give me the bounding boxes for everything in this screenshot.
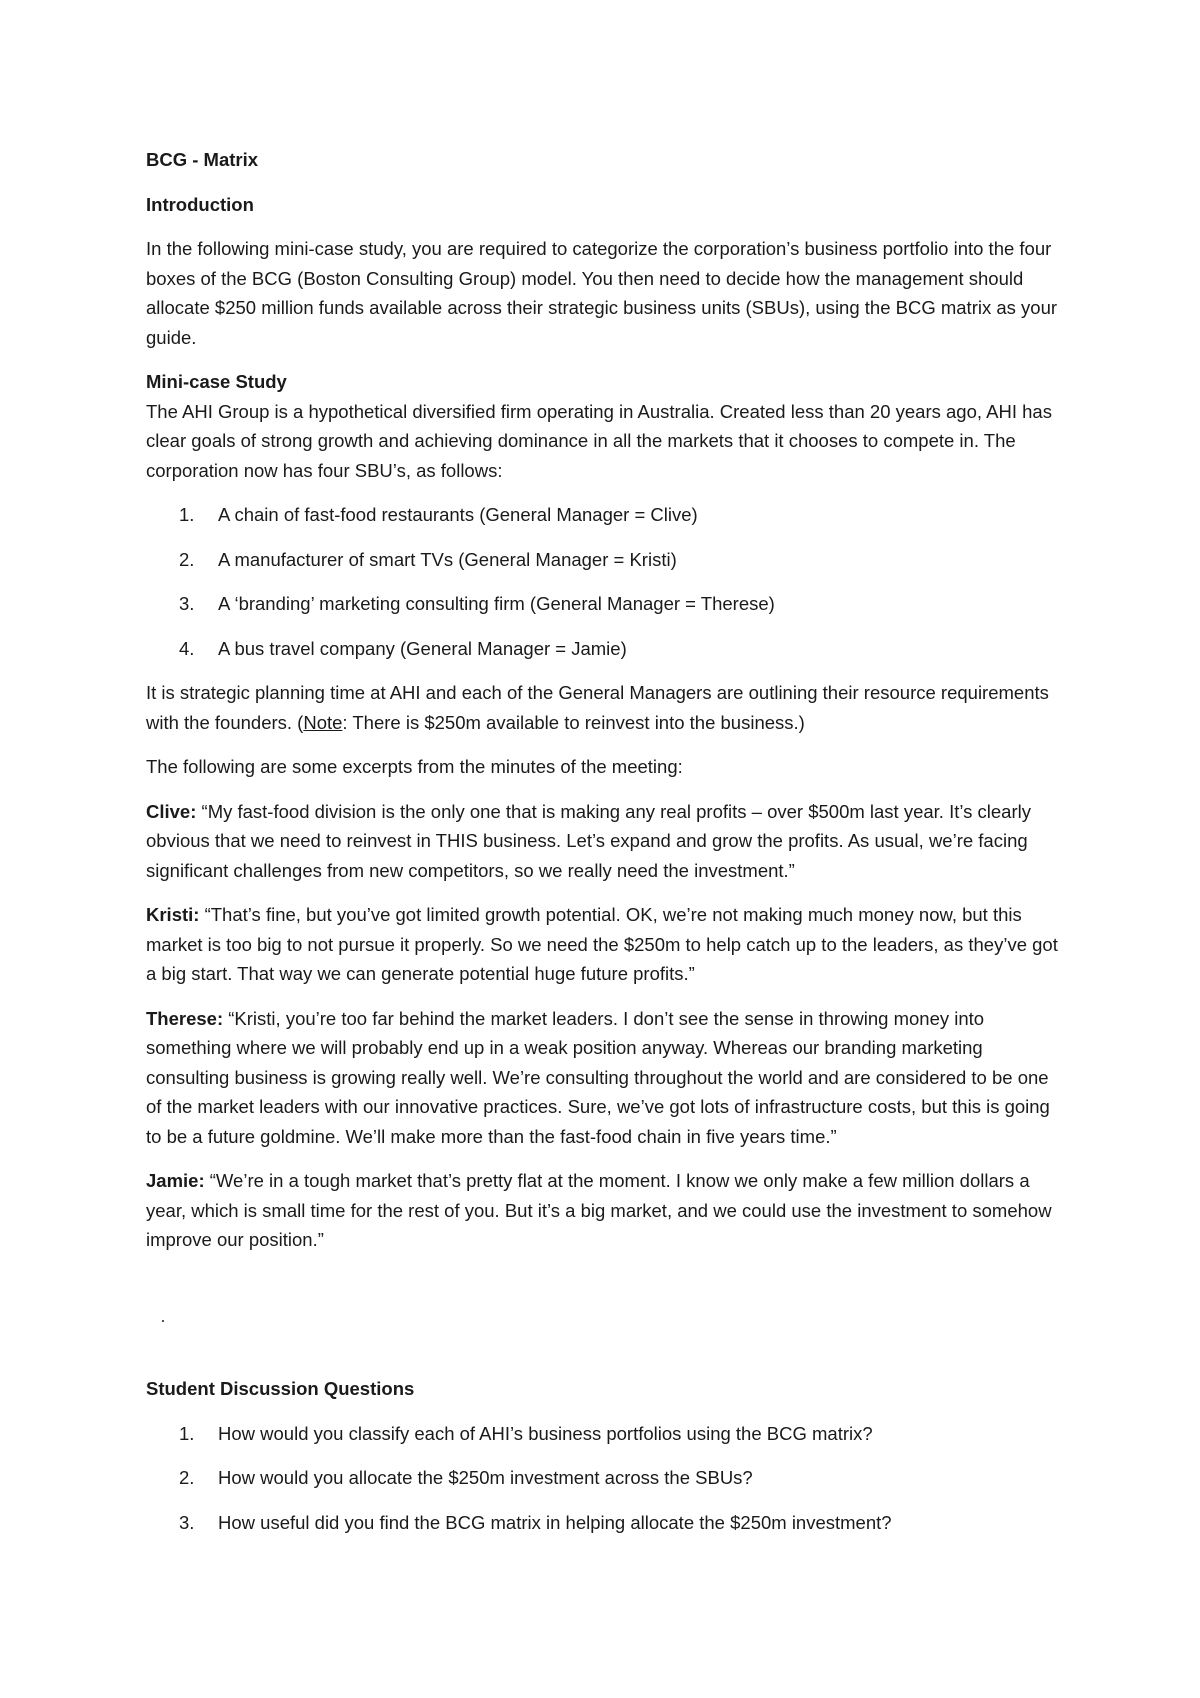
speaker-name: Jamie:	[146, 1170, 205, 1191]
document-title: BCG - Matrix	[146, 149, 259, 170]
case-study-paragraph: The AHI Group is a hypothetical diversified firm operating in Australia. Created less than 20 years ago, AHI has clear goals of strong growth and achieving dominance in all the markets that it chooses to compete in. The corporation now has four SBU’s, as follows:	[146, 400, 1052, 481]
list-item	[146, 1508, 1066, 1538]
list-item	[146, 634, 1066, 664]
sbu-list	[146, 500, 1066, 663]
introduction-paragraph: In the following mini-case study, you are required to categorize the corporation’s business portfolio into the four boxes of the BCG (Boston Consulting Group) model. You then need to decide how the management should allocate $250 million funds available across their strategic business units (SBUs), using the BCG matrix as your guide.	[146, 238, 1058, 348]
list-item	[146, 589, 1066, 619]
list-number: 1.	[179, 504, 195, 525]
list-item-text: A ‘branding’ marketing consulting firm (General Manager = Therese)	[218, 593, 775, 614]
question-text: How useful did you find the BCG matrix in helping allocate the $250m investment?	[218, 1511, 892, 1533]
list-number: 2.	[179, 1467, 195, 1488]
list-number: 3.	[179, 593, 195, 614]
case-study-heading: Mini-case Study	[146, 371, 287, 392]
quote-text: “That’s fine, but you’ve got limited growth potential. OK, we’re not making much money now, but this market is too big to not pursue it properly. So we need the $250m to help catch up to the leaders, as they’ve got a big start. That way we can generate potential huge future profits.”	[146, 904, 1058, 984]
document-page	[146, 145, 1066, 1270]
planning-note-text: : There is $250m available to reinvest into the business.)	[342, 711, 805, 733]
speaker-name: Therese:	[146, 1007, 224, 1029]
planning-text: It is strategic planning time at AHI and each of the General Managers are outlining their resource requirements with the founders. (	[146, 682, 1049, 733]
list-number: 1.	[179, 1422, 195, 1444]
speaker-name: Clive:	[146, 800, 197, 822]
quote-text: “We’re in a tough market that’s pretty flat at the moment. I know we only make a few million dollars a year, which is small time for the rest of you. But it’s a big market, and we could use the investment to somehow improve our position.”	[146, 1170, 1052, 1250]
quote-therese	[146, 1004, 1066, 1152]
planning-paragraph	[146, 678, 1066, 737]
list-item-text: A bus travel company (General Manager = Jamie)	[218, 637, 627, 659]
question-text: How would you classify each of AHI’s business portfolios using the BCG matrix?	[218, 1422, 873, 1444]
list-item	[146, 545, 1066, 575]
question-text: How would you allocate the $250m investment across the SBUs?	[218, 1467, 753, 1488]
quote-clive	[146, 797, 1066, 886]
speaker-name: Kristi:	[146, 904, 200, 925]
quote-kristi	[146, 900, 1066, 989]
question-list	[146, 1419, 1066, 1538]
list-number: 3.	[179, 1511, 195, 1533]
list-item-text: A chain of fast-food restaurants (General Manager = Clive)	[218, 504, 698, 525]
discussion-section	[146, 1374, 1066, 1552]
list-item-text: A manufacturer of smart TVs (General Manager = Kristi)	[218, 548, 677, 570]
stray-dot	[162, 1320, 164, 1322]
quote-jamie	[146, 1166, 1066, 1255]
minutes-intro: The following are some excerpts from the minutes of the meeting:	[146, 756, 683, 777]
quote-text: “My fast-food division is the only one that is making any real profits – over $500m last year. It’s clearly obvious that we need to reinvest in THIS business. Let’s expand and grow the profits. As usual, we’re facing significant challenges from new competitors, so we really need the investment.”	[146, 800, 1031, 881]
note-label: Note	[303, 711, 343, 733]
list-number: 2.	[179, 548, 195, 570]
quote-text: “Kristi, you’re too far behind the market leaders. I don’t see the sense in throwing money into something where we will probably end up in a weak position anyway. Whereas our branding marketing consulting business is growing really well. We’re consulting throughout the world and are considered to be one of the market leaders with our innovative practices. Sure, we’ve got lots of infrastructure costs, but this is going to be a future goldmine. We’ll make more than the fast-food chain in five years time.”	[146, 1007, 1050, 1147]
list-item	[146, 1463, 1066, 1493]
discussion-heading: Student Discussion Questions	[146, 1378, 415, 1399]
list-item	[146, 500, 1066, 530]
list-item	[146, 1419, 1066, 1449]
list-number: 4.	[179, 637, 195, 659]
introduction-heading: Introduction	[146, 193, 254, 215]
